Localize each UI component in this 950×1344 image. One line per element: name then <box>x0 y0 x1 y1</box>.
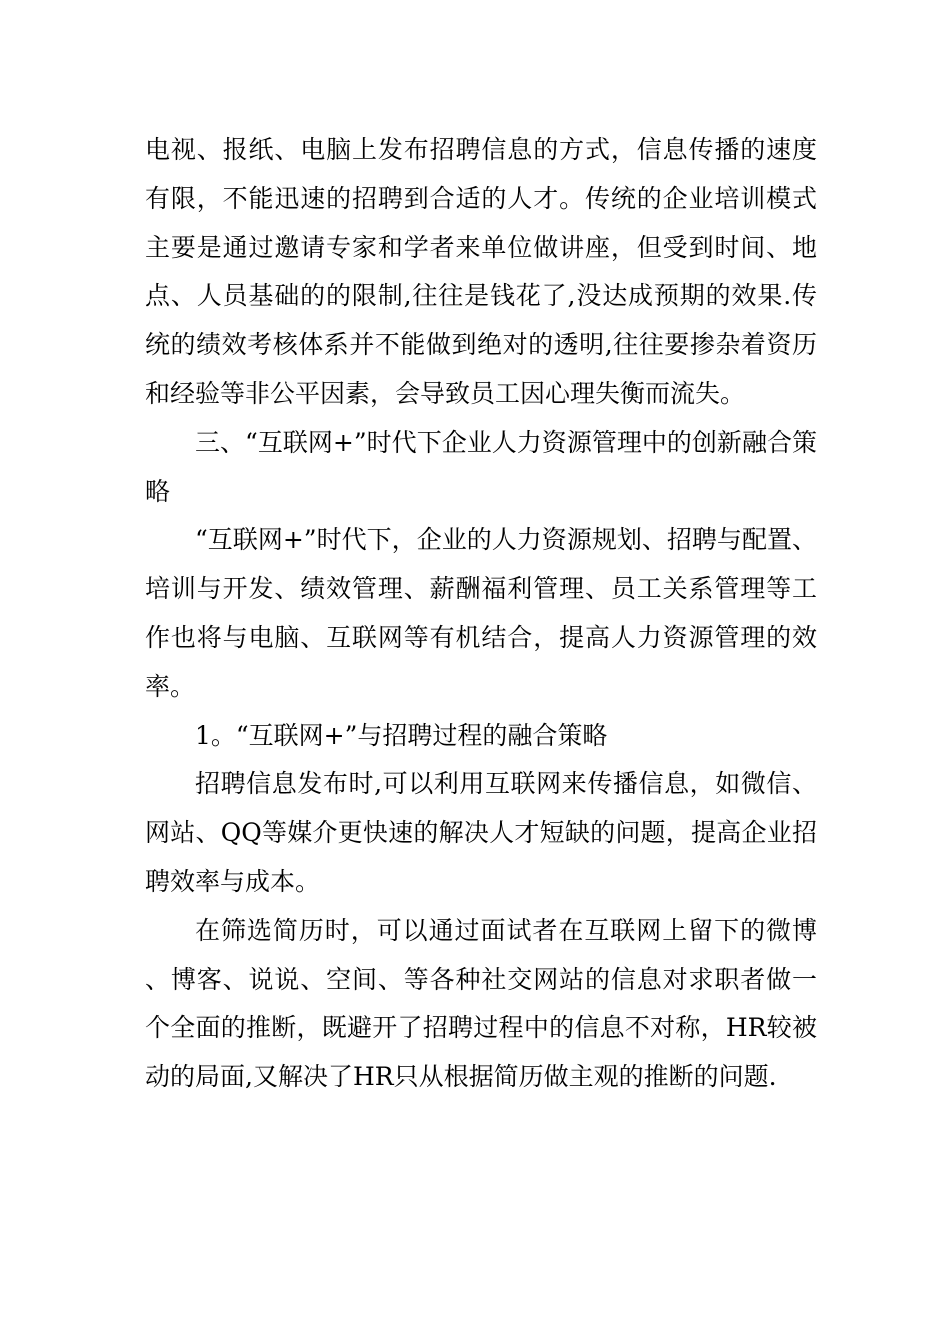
paragraph-3: “互联网+”时代下，企业的人力资源规划、招聘与配置、培训与开发、绩效管理、薪酬福利管理、员工关系管理等工作也将与电脑、互联网等有机结合，提高人力资源管理的效率。 <box>145 525 817 701</box>
paragraph-1: 电视、报纸、电脑上发布招聘信息的方式，信息传播的速度有限，不能迅速的招聘到合适的人才。传统的企业培训模式主要是通过邀请专家和学者来单位做讲座，但受到时间、地点、人员基础的的限制,往往是钱花了,没达成预期的效果.传统的绩效考核体系并不能做到绝对的透明,往往要掺杂着资历和经验等非公平因素，会导致员工因心理失衡而流失。 <box>145 135 817 408</box>
paragraph-5: 招聘信息发布时,可以利用互联网来传播信息，如微信、网站、QQ等媒介更快速的解决人才短缺的问题，提高企业招聘效率与成本。 <box>145 769 817 896</box>
subsection-heading-1: 1。“互联网+”与招聘过程的融合策略 <box>195 720 608 750</box>
section-heading-three: 三、“互联网+”时代下企业人力资源管理中的创新融合策略 <box>145 427 817 506</box>
document-body <box>145 126 817 1102</box>
paragraph-6: 在筛选简历时，可以通过面试者在互联网上留下的微博、博客、说说、空间、等各种社交网站的信息对求职者做一个全面的推断，既避开了招聘过程中的信息不对称，HR较被动的局面,又解决了HR只从根据简历做主观的推断的问题. <box>145 915 817 1092</box>
